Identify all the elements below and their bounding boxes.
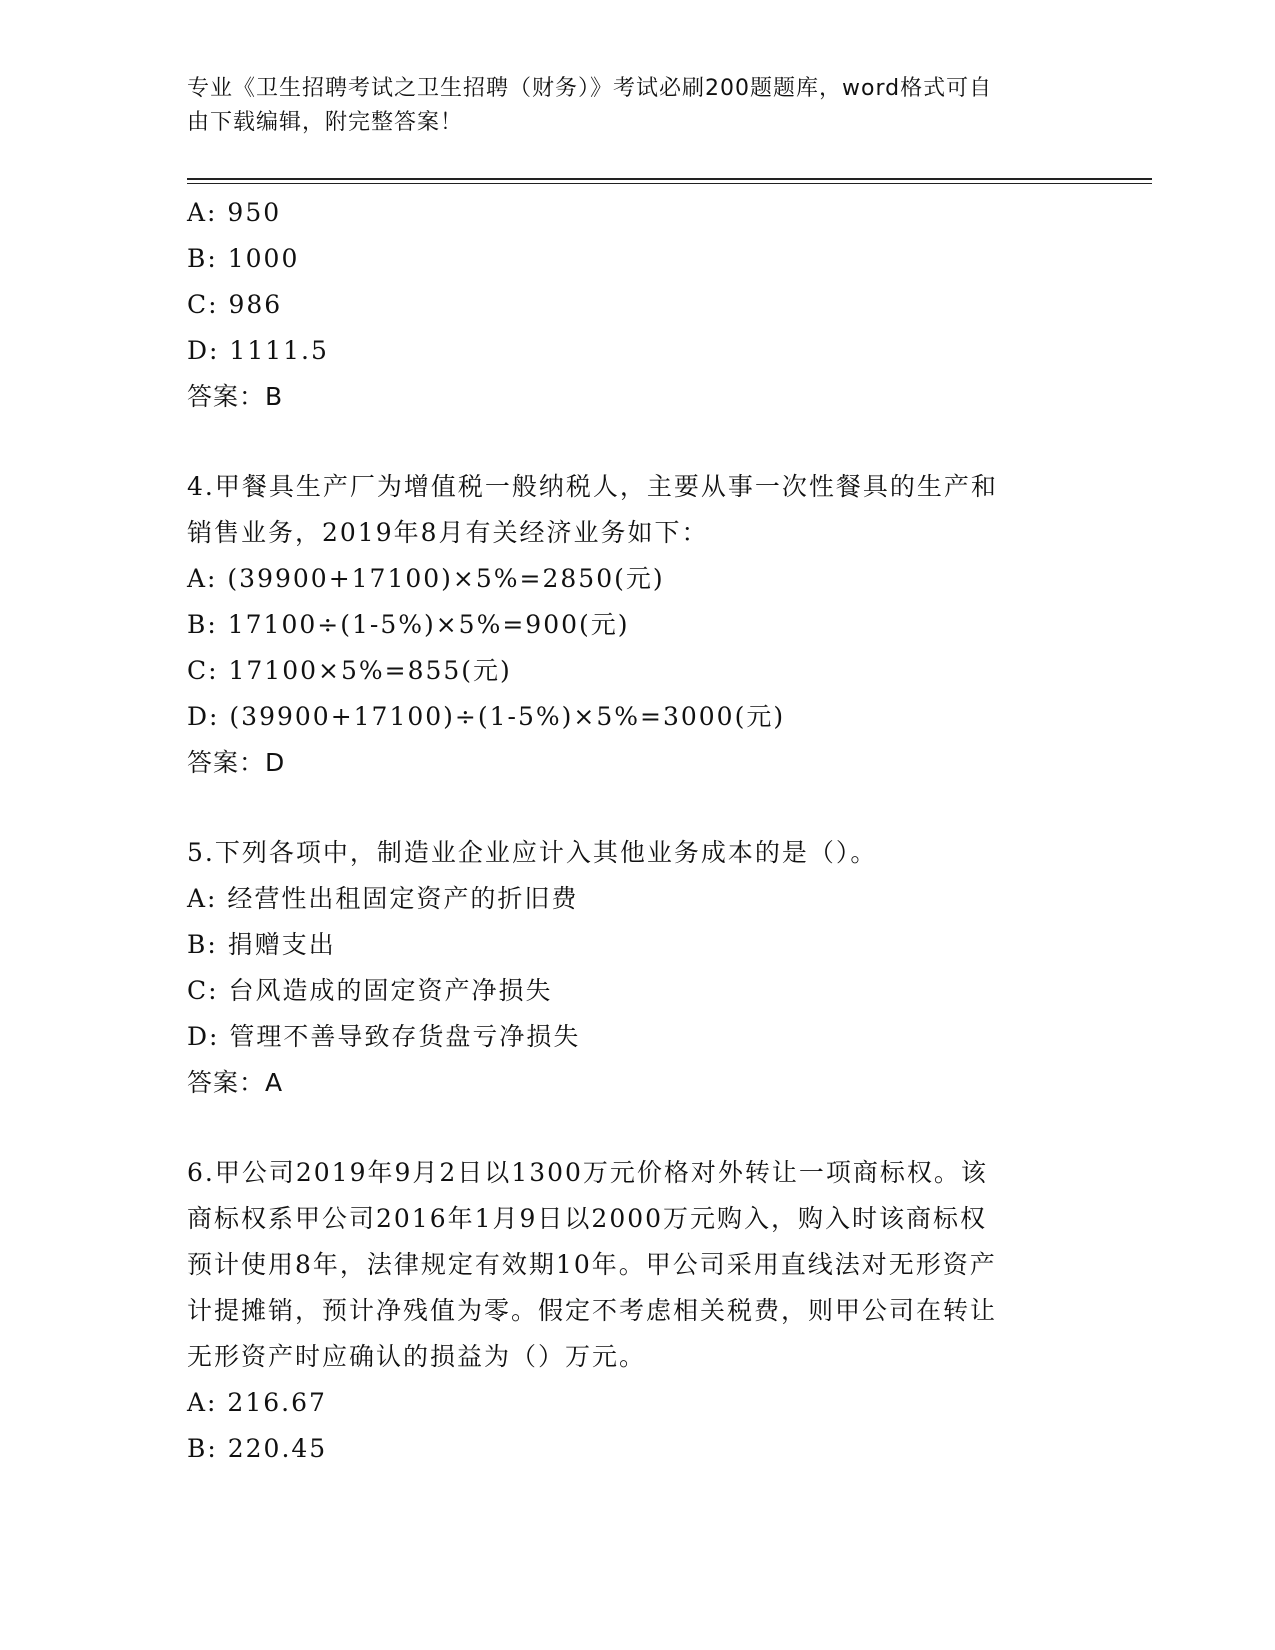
option-d: D: 管理不善导致存货盘亏净损失 [187, 1022, 581, 1051]
question-4 [187, 464, 1087, 786]
option-d: D: (39900+17100)÷(1-5%)×5%=3000(元) [187, 702, 786, 731]
question-3 [187, 190, 1087, 420]
header-divider-top [187, 178, 1152, 180]
question-stem-line: 预计使用8年，法律规定有效期10年。甲公司采用直线法对无形资产 [187, 1250, 997, 1279]
document-header [187, 72, 1067, 140]
header-line-2: 由下载编辑，附完整答案！ [187, 110, 464, 135]
option-d: D: 1111.5 [187, 336, 329, 365]
question-stem-line: 6.甲公司2019年9月2日以1300万元价格对外转让一项商标权。该 [187, 1158, 988, 1187]
option-c: C: 986 [187, 290, 283, 319]
option-b: B: 捐赠支出 [187, 930, 336, 959]
question-5 [187, 830, 1087, 1106]
header-line-1: 专业《卫生招聘考试之卫生招聘（财务）》考试必刷200题题库，word格式可自 [187, 76, 993, 101]
question-6 [187, 1150, 1087, 1472]
question-stem-line: 无形资产时应确认的损益为（）万元。 [187, 1342, 647, 1371]
option-a: A: 216.67 [187, 1388, 327, 1417]
answer: 答案：A [187, 1068, 284, 1097]
option-c: C: 17100×5%=855(元) [187, 656, 512, 685]
question-stem-line: 4.甲餐具生产厂为增值税一般纳税人，主要从事一次性餐具的生产和 [187, 472, 998, 501]
option-a: A: 950 [187, 198, 282, 227]
question-stem-line: 5.下列各项中，制造业企业应计入其他业务成本的是（）。 [187, 838, 878, 867]
question-stem-line: 计提摊销，预计净残值为零。假定不考虑相关税费，则甲公司在转让 [187, 1296, 998, 1325]
answer: 答案：B [187, 382, 284, 411]
option-b: B: 1000 [187, 244, 300, 273]
option-c: C: 台风造成的固定资产净损失 [187, 976, 553, 1005]
question-stem-line: 商标权系甲公司2016年1月9日以2000万元购入，购入时该商标权 [187, 1204, 988, 1233]
option-a: A: (39900+17100)×5%=2850(元) [187, 564, 665, 593]
question-stem-line: 销售业务，2019年8月有关经济业务如下： [187, 518, 709, 547]
option-a: A: 经营性出租固定资产的折旧费 [187, 884, 579, 913]
option-b: B: 220.45 [187, 1434, 328, 1463]
answer: 答案：D [187, 748, 286, 777]
header-divider-bottom [187, 183, 1152, 184]
document-body [187, 190, 1087, 1472]
option-b: B: 17100÷(1-5%)×5%=900(元) [187, 610, 630, 639]
